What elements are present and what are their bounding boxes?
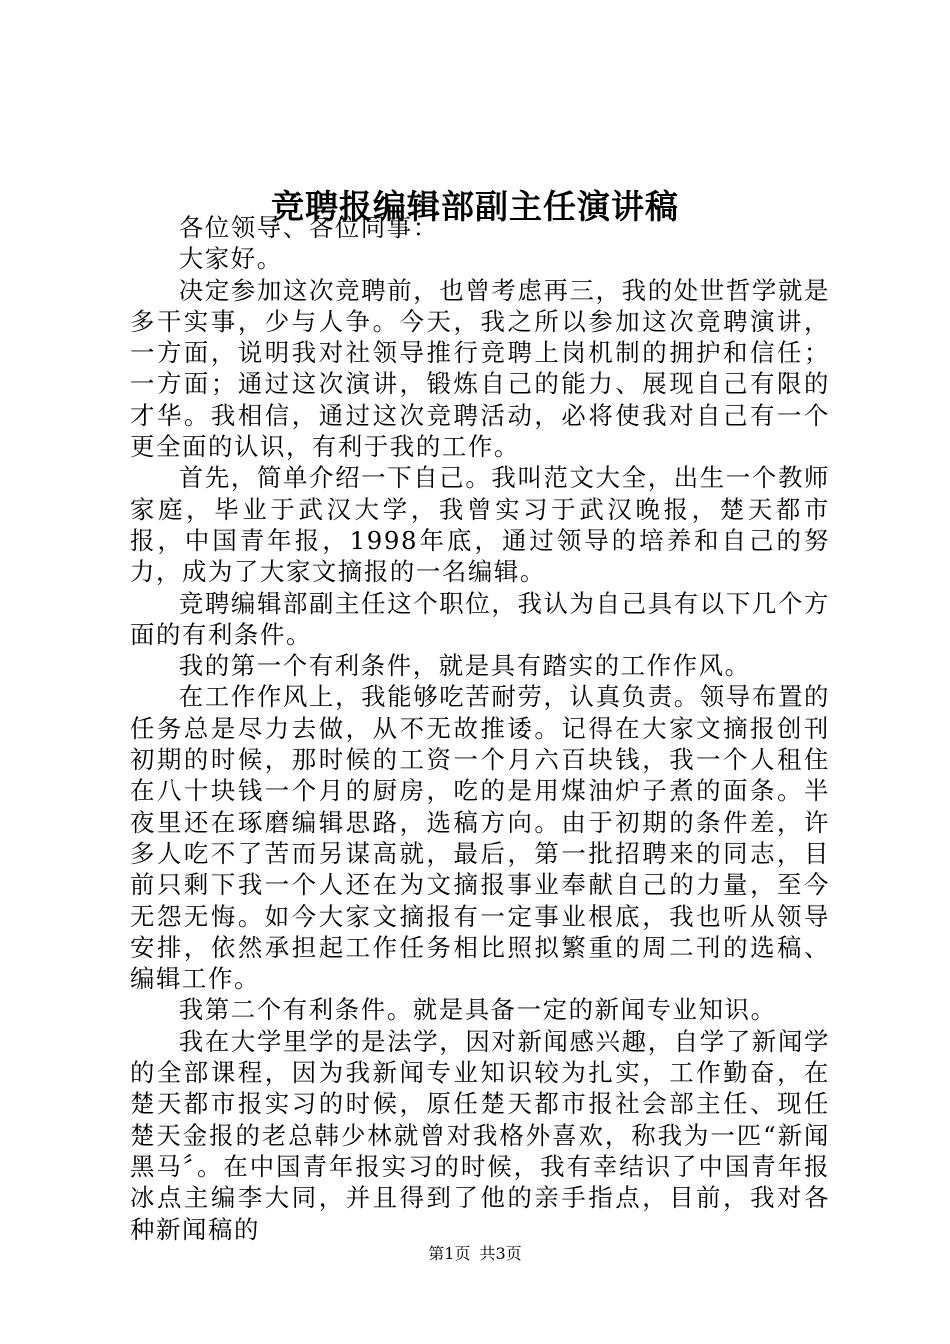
paragraph: 我在大学里学的是法学，因对新闻感兴趣，自学了新闻学的全部课程，因为我新闻专业知识较为扎实，工作勤奋，在楚天都市报实习的时候，原任楚天都市报社会部主任、现任楚天金报的老总韩少林就曾对我格外喜欢，称我为一匹“新闻黑马〞。在中国青年报实习的时候，我有幸结识了中国青年报冰点主编李大同，并且得到了他的亲手指点，目前，我对各种新闻稿的 [130,1026,830,1244]
paragraph: 我第二个有利条件。就是具备一定的新闻专业知识。 [178,995,777,1025]
page-number: 第1页 [428,1244,471,1263]
greeting: 大家好。 [178,244,283,274]
document-body [130,212,830,1245]
paragraph: 竞聘编辑部副主任这个职位，我认为自己具有以下几个方面的有利条件。 [130,588,830,649]
paragraph: 首先，简单介绍一下自己。我叫范文大全，出生一个教师家庭，毕业于武汉大学，我曾实习于武汉晚报，楚天都市报，中国青年报，1998年底，通过领导的培养和自己的努力，成为了大家文摘报的一名编辑。 [130,463,830,587]
page-footer [0,1242,950,1266]
paragraph: 决定参加这次竞聘前，也曾考虑再三，我的处世哲学就是多干实事，少与人争。今天，我之所以参加这次竟聘演讲，一方面，说明我对社领导推行竞聘上岗机制的拥护和信任；一方面；通过这次演讲，锻炼自己的能力、展现自己有限的才华。我相信，通过这次竞聘活动，必将使我对自己有一个更全面的认识，有利于我的工作。 [130,275,830,462]
salutation: 各位领导、各位同事： [178,213,439,242]
document-title: 竞聘报编辑部副主任演讲稿 [271,187,679,226]
page-total: 共3页 [479,1244,522,1263]
paragraph: 在工作作风上，我能够吃苦耐劳，认真负责。领导布置的任务总是尽力去做，从不无故推诿。记得在大家文摘报创刊初期的时候，那时候的工资一个月六百块钱，我一个人租住在八十块钱一个月的厨房，吃的是用煤油炉子煮的面条。半夜里还在琢磨编辑思路，选稿方向。由于初期的条件差，许多人吃不了苦而另谋高就，最后，第一批招聘来的同志，目前只剩下我一个人还在为文摘报事业奉献自己的力量，至今无怨无悔。如今大家文摘报有一定事业根底，我也听从领导安排，依然承担起工作任务相比照拟繁重的周二刊的选稿、编辑工作。 [130,682,830,994]
paragraph: 我的第一个有利条件，就是具有踏实的工作作风。 [178,651,751,681]
